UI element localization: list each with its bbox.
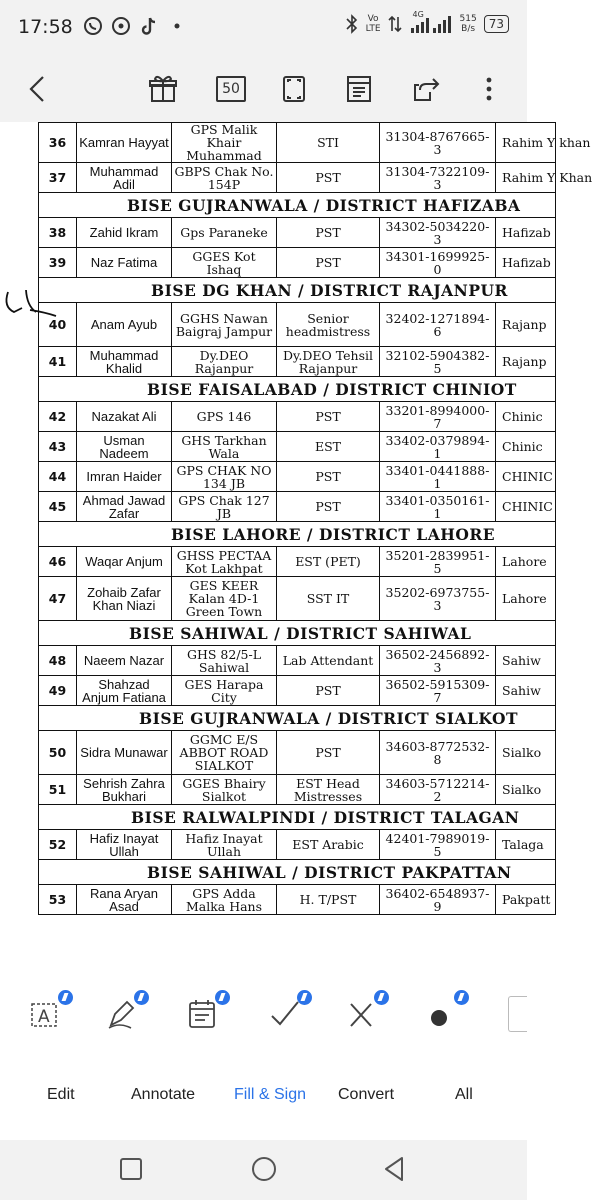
district-cell: Sialko (496, 731, 556, 775)
school-cell: Hafiz Inayat Ullah (172, 830, 277, 860)
name-cell: Usman Nadeem (77, 432, 172, 462)
school-cell: GGMC E/S ABBOT ROAD SIALKOT (172, 731, 277, 775)
whatsapp-icon (83, 16, 103, 36)
serial-number-cell: 43 (39, 432, 77, 462)
battery-icon: 73 (484, 15, 509, 33)
cnic-cell: 35202-6973755-3 (380, 577, 496, 621)
table-row (39, 163, 556, 193)
post-cell: PST (277, 492, 380, 522)
post-cell: PST (277, 731, 380, 775)
cnic-cell: 31304-7322109-3 (380, 163, 496, 193)
fullscreen-icon (279, 74, 309, 104)
name-cell: Hafiz Inayat Ullah (77, 830, 172, 860)
table-row (39, 492, 556, 522)
date-tool[interactable] (186, 996, 222, 1032)
cnic-cell: 34301-1699925-0 (380, 248, 496, 278)
checkmark-tool[interactable] (268, 996, 304, 1032)
post-cell: EST Head Mistresses (277, 775, 380, 805)
post-cell: STI (277, 123, 380, 163)
school-cell: GBPS Chak No. 154P (172, 163, 277, 193)
section-header-row (39, 193, 556, 218)
table-row (39, 462, 556, 492)
section-header: BISE FAISALABAD / DISTRICT CHINIOT (39, 377, 556, 402)
back-button[interactable] (20, 72, 54, 106)
pen-tool[interactable] (105, 996, 141, 1032)
name-cell: Rana Aryan Asad (77, 885, 172, 915)
status-bar (0, 0, 527, 58)
bluetooth-icon (345, 14, 359, 34)
home-icon (249, 1154, 279, 1184)
school-cell: GHSS PECTAA Kot Lakhpat (172, 547, 277, 577)
table-row (39, 347, 556, 377)
section-header: BISE SAHIWAL / DISTRICT SAHIWAL (39, 621, 556, 646)
district-cell: Chinic (496, 432, 556, 462)
reader-mode-button[interactable] (342, 72, 376, 106)
section-header-row (39, 278, 556, 303)
table-row (39, 123, 556, 163)
merit-list-table (38, 122, 592, 915)
section-header-row (39, 621, 556, 646)
signal-icon (409, 10, 453, 34)
district-cell: Pakpatt (496, 885, 556, 915)
fullscreen-button[interactable] (277, 72, 311, 106)
district-cell: Rahim Y Khan (496, 163, 556, 193)
reader-mode-icon (344, 74, 374, 104)
serial-number-cell: 38 (39, 218, 77, 248)
chat-icon (111, 16, 131, 36)
table-row (39, 547, 556, 577)
section-header: BISE SAHIWAL / DISTRICT PAKPATTAN (39, 860, 556, 885)
cnic-cell: 33401-0441888-1 (380, 462, 496, 492)
tab-annotate[interactable]: Annotate (131, 1086, 196, 1103)
cnic-cell: 34302-5034220-3 (380, 218, 496, 248)
section-header-row (39, 377, 556, 402)
serial-number-cell: 48 (39, 646, 77, 676)
school-cell: GGES Bhairy Sialkot (172, 775, 277, 805)
section-header: BISE GUJRANWALA / DISTRICT SIALKOT (39, 706, 556, 731)
tab-convert[interactable]: Convert (338, 1086, 395, 1103)
district-cell: Sahiw (496, 646, 556, 676)
cnic-cell: 33402-0379894-1 (380, 432, 496, 462)
post-cell: EST Arabic (277, 830, 380, 860)
gift-icon (147, 73, 179, 105)
clock: 17:58 (18, 16, 73, 38)
post-cell: EST (PET) (277, 547, 380, 577)
share-icon (411, 74, 441, 104)
district-cell: CHINIC (496, 462, 556, 492)
serial-number-cell: 53 (39, 885, 77, 915)
section-header-row (39, 706, 556, 731)
table-row (39, 731, 556, 775)
name-cell: Sidra Munawar (77, 731, 172, 775)
annotation-scribble (0, 282, 60, 322)
share-button[interactable] (409, 72, 443, 106)
page-count-button[interactable] (214, 72, 248, 106)
name-cell: Muhammad Khalid (77, 347, 172, 377)
serial-number-cell: 47 (39, 577, 77, 621)
serial-number-cell: 45 (39, 492, 77, 522)
mode-tabs (0, 1050, 527, 1140)
section-header-row (39, 860, 556, 885)
school-cell: Dy.DEO Rajanpur (172, 347, 277, 377)
section-header: BISE LAHORE / DISTRICT LAHORE (39, 522, 556, 547)
school-cell: GHS 82/5-L Sahiwal (172, 646, 277, 676)
table-row (39, 577, 556, 621)
table-row (39, 432, 556, 462)
premium-badge (58, 990, 73, 1005)
serial-number-cell: 36 (39, 123, 77, 163)
tab-all[interactable]: All (455, 1086, 473, 1103)
tab-edit[interactable]: Edit (47, 1086, 75, 1103)
tiktok-icon (139, 16, 159, 36)
school-cell: GES Harapa City (172, 676, 277, 706)
system-icons (345, 10, 509, 34)
cross-tool[interactable] (345, 996, 381, 1032)
dot-notification-icon (167, 16, 187, 36)
post-cell: H. T/PST (277, 885, 380, 915)
district-cell: Rahim Y khan (496, 123, 556, 163)
serial-number-cell: 44 (39, 462, 77, 492)
recents-icon (116, 1154, 146, 1184)
serial-number-cell: 37 (39, 163, 77, 193)
table-row (39, 676, 556, 706)
post-cell: PST (277, 462, 380, 492)
tools-row (0, 984, 527, 1050)
post-cell: EST (277, 432, 380, 462)
district-cell: Sialko (496, 775, 556, 805)
serial-number-cell: 40 (39, 303, 77, 347)
cnic-cell: 42401-7989019-5 (380, 830, 496, 860)
serial-number-cell: 52 (39, 830, 77, 860)
cnic-cell: 32102-5904382-5 (380, 347, 496, 377)
data-arrows-icon (388, 14, 402, 34)
home-button[interactable] (249, 1154, 279, 1184)
section-header-row (39, 805, 556, 830)
cnic-cell: 36502-5915309-7 (380, 676, 496, 706)
table-row (39, 775, 556, 805)
premium-badge (374, 990, 389, 1005)
post-cell: PST (277, 402, 380, 432)
school-cell: GGES Kot Ishaq (172, 248, 277, 278)
table-row (39, 303, 556, 347)
text-box-tool[interactable] (29, 996, 65, 1032)
school-cell: GES KEER Kalan 4D-1 Green Town (172, 577, 277, 621)
tab-fill-sign[interactable]: Fill & Sign (234, 1086, 307, 1103)
top-toolbar (0, 58, 527, 122)
dot-tool[interactable] (425, 996, 461, 1032)
document-viewer[interactable] (0, 122, 592, 984)
more-vertical-icon (484, 74, 494, 104)
school-cell: Gps Paraneke (172, 218, 277, 248)
district-cell: Hafizab (496, 248, 556, 278)
name-cell: Sehrish Zahra Bukhari (77, 775, 172, 805)
name-cell: Zahid Ikram (77, 218, 172, 248)
table-row (39, 830, 556, 860)
name-cell: Ahmad Jawad Zafar (77, 492, 172, 522)
serial-number-cell: 41 (39, 347, 77, 377)
more-options-button[interactable] (472, 72, 506, 106)
district-cell: Hafizab (496, 218, 556, 248)
notification-icons (83, 16, 187, 36)
district-cell: Lahore (496, 547, 556, 577)
cnic-cell: 31304-8767665-3 (380, 123, 496, 163)
district-cell: Chinic (496, 402, 556, 432)
back-icon (380, 1154, 410, 1184)
name-cell: Shahzad Anjum Fatiana (77, 676, 172, 706)
table-row (39, 218, 556, 248)
serial-number-cell: 39 (39, 248, 77, 278)
back-nav-button[interactable] (380, 1154, 410, 1184)
school-cell: GGHS Nawan Baigraj Jampur (172, 303, 277, 347)
name-cell: Imran Haider (77, 462, 172, 492)
table-row (39, 402, 556, 432)
back-arrow-icon (25, 74, 49, 104)
school-cell: GPS CHAK NO 134 JB (172, 462, 277, 492)
name-cell: Nazakat Ali (77, 402, 172, 432)
post-cell: PST (277, 163, 380, 193)
serial-number-cell: 50 (39, 731, 77, 775)
premium-badge (215, 990, 230, 1005)
district-cell: Rajanp (496, 347, 556, 377)
school-cell: GPS Chak 127 JB (172, 492, 277, 522)
school-cell: GHS Tarkhan Wala (172, 432, 277, 462)
table-row (39, 885, 556, 915)
name-cell: Waqar Anjum (77, 547, 172, 577)
school-cell: GPS 146 (172, 402, 277, 432)
table-row (39, 248, 556, 278)
premium-badge (454, 990, 469, 1005)
post-cell: Dy.DEO Tehsil Rajanpur (277, 347, 380, 377)
page-count-icon (216, 76, 246, 102)
premium-badge (134, 990, 149, 1005)
volte-indicator: Vo LTE (365, 14, 381, 34)
serial-number-cell: 49 (39, 676, 77, 706)
district-cell: Talaga (496, 830, 556, 860)
page-count-label: 50 (222, 81, 240, 97)
cnic-cell: 32402-1271894-6 (380, 303, 496, 347)
post-cell: PST (277, 218, 380, 248)
district-cell: Lahore (496, 577, 556, 621)
recents-button[interactable] (116, 1154, 146, 1184)
post-cell: SST IT (277, 577, 380, 621)
more-tools-partial[interactable] (508, 996, 527, 1032)
name-cell: Kamran Hayyat (77, 123, 172, 163)
school-cell: GPS Malik Khair Muhammad (172, 123, 277, 163)
system-nav-bar (0, 1140, 527, 1200)
section-header: BISE GUJRANWALA / DISTRICT HAFIZABA (39, 193, 556, 218)
name-cell: Naeem Nazar (77, 646, 172, 676)
cnic-cell: 33201-8994000-7 (380, 402, 496, 432)
cnic-cell: 34603-8772532-8 (380, 731, 496, 775)
section-header-row (39, 522, 556, 547)
name-cell: Anam Ayub (77, 303, 172, 347)
table-body (39, 122, 592, 915)
network-speed: 515 B/s (459, 14, 477, 34)
table-row (39, 646, 556, 676)
premium-badge (297, 990, 312, 1005)
serial-number-cell: 51 (39, 775, 77, 805)
gift-button[interactable] (146, 72, 180, 106)
section-header: BISE RALWALPINDI / DISTRICT TALAGAN (39, 805, 556, 830)
svg-text:A: A (38, 1007, 50, 1027)
cnic-cell: 36502-2456892-3 (380, 646, 496, 676)
serial-number-cell: 46 (39, 547, 77, 577)
cnic-cell: 36402-6548937-9 (380, 885, 496, 915)
district-cell: Rajanp (496, 303, 556, 347)
post-cell: Senior headmistress (277, 303, 380, 347)
post-cell: Lab Attendant (277, 646, 380, 676)
section-header: BISE DG KHAN / DISTRICT RAJANPUR (39, 278, 556, 303)
post-cell: PST (277, 248, 380, 278)
district-cell: CHINIC (496, 492, 556, 522)
school-cell: GPS Adda Malka Hans (172, 885, 277, 915)
cnic-cell: 35201-2839951-5 (380, 547, 496, 577)
name-cell: Muhammad Adil (77, 163, 172, 193)
cnic-cell: 33401-0350161-1 (380, 492, 496, 522)
post-cell: PST (277, 676, 380, 706)
serial-number-cell: 42 (39, 402, 77, 432)
name-cell: Zohaib Zafar Khan Niazi (77, 577, 172, 621)
district-cell: Sahiw (496, 676, 556, 706)
name-cell: Naz Fatima (77, 248, 172, 278)
cnic-cell: 34603-5712214-2 (380, 775, 496, 805)
network-type-label: 4G (412, 10, 424, 19)
